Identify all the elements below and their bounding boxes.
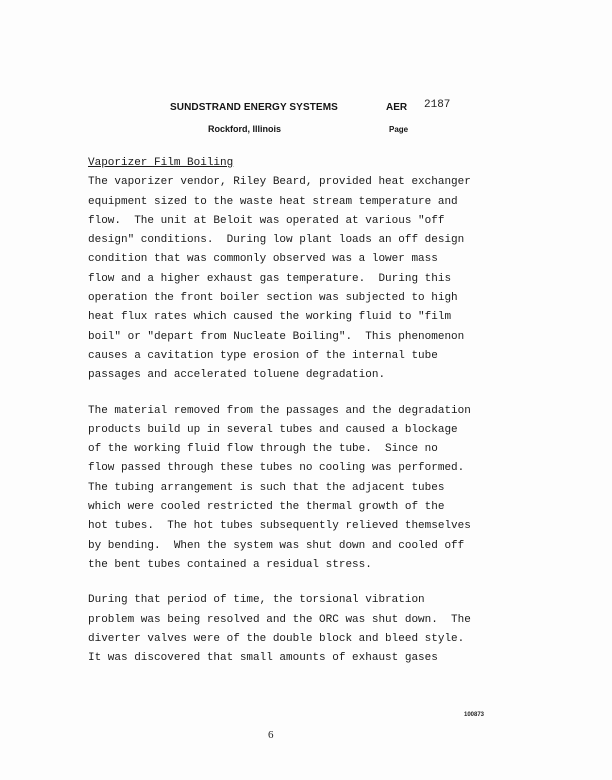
text-line: design" conditions. During low plant loads an off design — [88, 234, 465, 247]
text-line: During that period of time, the torsional vibration — [88, 594, 425, 607]
text-line: operation the front boiler section was subjected to high — [88, 292, 458, 305]
paragraph — [88, 402, 558, 576]
text-line: diverter valves were of the double block and bleed style. — [88, 632, 465, 645]
document-body — [88, 154, 558, 668]
text-line: passages and accelerated toluene degradation. — [88, 369, 386, 382]
paragraphs — [88, 173, 558, 668]
text-line: It was discovered that small amounts of exhaust gases — [88, 652, 438, 665]
text-line: of the working fluid flow through the tube. Since no — [88, 443, 438, 456]
paragraph — [88, 591, 558, 668]
text-line: The material removed from the passages and the degradation — [88, 404, 471, 417]
text-line: by bending. When the system was shut down and cooled off — [88, 539, 465, 552]
text-line: the bent tubes contained a residual stress. — [88, 558, 372, 571]
text-line: hot tubes. The hot tubes subsequently relieved themselves — [88, 520, 471, 533]
text-line: flow. The unit at Beloit was operated at various "off — [88, 214, 445, 227]
text-line: The vaporizer vendor, Riley Beard, provided heat exchanger — [88, 176, 471, 189]
text-line: problem was being resolved and the ORC was shut down. The — [88, 613, 471, 626]
document-id: 100873 — [464, 712, 485, 718]
text-line: The tubing arrangement is such that the adjacent tubes — [88, 481, 445, 494]
section-title: Vaporizer Film Boiling — [88, 157, 234, 169]
text-line: boil" or "depart from Nucleate Boiling". This phenomenon — [88, 330, 465, 343]
aer-number: 2187 — [424, 99, 451, 111]
page-label: Page — [389, 125, 409, 134]
text-line: condition that was commonly observed was a lower mass — [88, 253, 438, 266]
text-line: flow passed through these tubes no cooling was performed. — [88, 462, 465, 475]
company-name: SUNDSTRAND ENERGY SYSTEMS — [170, 102, 338, 113]
text-line: which were cooled restricted the thermal growth of the — [88, 501, 445, 514]
text-line: causes a cavitation type erosion of the internal tube — [88, 349, 438, 362]
company-location: Rockford, Illinois — [208, 124, 282, 134]
text-line: equipment sized to the waste heat stream temperature and — [88, 195, 458, 208]
text-line: flow and a higher exhaust gas temperature. During this — [88, 272, 452, 285]
paragraph — [88, 173, 558, 385]
page-number: 6 — [268, 729, 274, 741]
aer-label: AER — [386, 102, 408, 113]
text-line: heat flux rates which caused the working fluid to "film — [88, 311, 452, 324]
paragraph-gap — [88, 575, 558, 591]
paragraph-gap — [88, 386, 558, 402]
text-line: products build up in several tubes and caused a blockage — [88, 423, 458, 436]
